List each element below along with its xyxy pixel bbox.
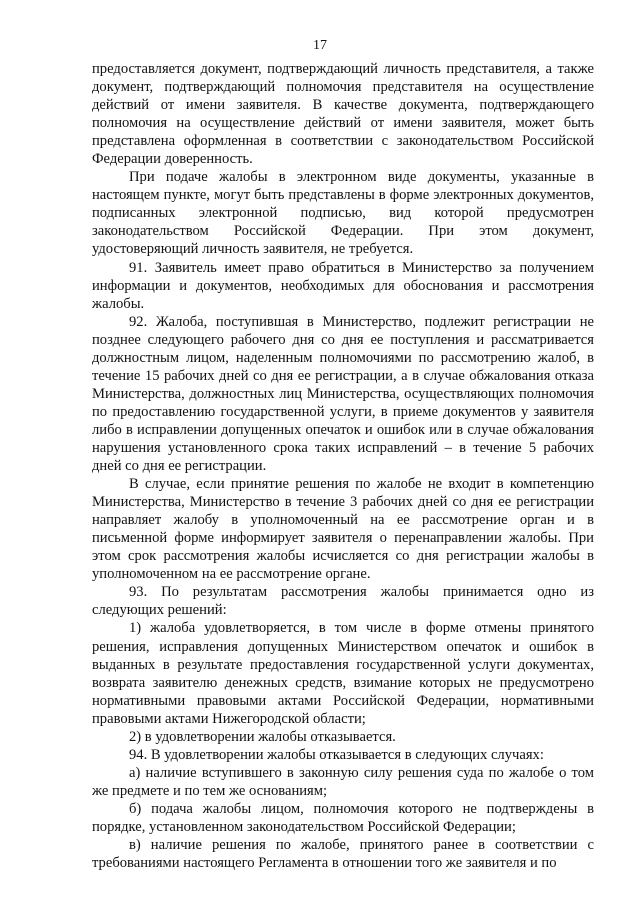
document-body	[92, 60, 594, 872]
paragraph-item-92: 92. Жалоба, поступившая в Министерство, подлежит регистрации не позднее следующего рабочего дня со дня ее поступления и рассматривается должностным лицом, наделенным полномочиями по рассмотрению жалоб, в течение 15 рабочих дней со дня ее регистрации, а в случае обжалования отказа Министерства, должностных лиц Министерства, осуществляющих полномочия по предоставлению государственной услуги, в приеме документов у заявителя либо в исправлении допущенных опечаток и ошибок или в случае обжалования нарушения установленного срока таких исправлений – в течение 5 рабочих дней со дня ее регистрации.	[92, 313, 594, 475]
paragraph-decision-2: 2) в удовлетворении жалобы отказывается.	[129, 728, 396, 745]
paragraph-representative-documents: предоставляется документ, подтверждающий личность представителя, а также документ, подтверждающий полномочия представителя на осуществление действий от имени заявителя. В качестве документа, подтверждающего полномочия на осуществление действий от имени заявителя, может быть представлена оформленная в соответствии с законодательством Российской Федерации доверенность.	[92, 61, 594, 168]
paragraph-case-b: б) подача жалобы лицом, полномочия которого не подтверждены в порядке, установленном законодательством Российской Федерации;	[92, 800, 594, 835]
paragraph-redirect-complaint: В случае, если принятие решения по жалобе не входит в компетенцию Министерства, Министерство в течение 3 рабочих дней со дня ее регистрации направляет жалобу в уполномоченный на ее рассмотрение орган и в письменной форме информирует заявителя о перенаправлении жалобы. При этом срок рассмотрения жалобы исчисляется со дня регистрации жалобы в уполномоченном на ее рассмотрение органе.	[92, 476, 594, 583]
paragraph-item-94: 94. В удовлетворении жалобы отказывается в следующих случаях:	[129, 746, 544, 763]
paragraph-case-a: а) наличие вступившего в законную силу решения суда по жалобе о том же предмете и по тем же основаниям;	[92, 764, 594, 799]
paragraph-electronic-submission: При подаче жалобы в электронном виде документы, указанные в настоящем пункте, могут быть представлены в форме электронных документов, подписанных электронной подписью, вид которой предусмотрен законодательством Российской Федерации. При этом документ, удостоверяющий личность заявителя, не требуется.	[92, 169, 594, 258]
paragraph-decision-1: 1) жалоба удовлетворяется, в том числе в форме отмены принятого решения, исправления допущенных Министерством опечаток и ошибок в выданных в результате предоставления государственной услуги документах, возврата заявителю денежных средств, взимание которых не предусмотрено нормативными правовыми актами Российской Федерации, нормативными правовыми актами Нижегородской области;	[92, 620, 594, 727]
paragraph-case-v: в) наличие решения по жалобе, принятого ранее в соответствии с требованиями настоящего Регламента в отношении того же заявителя и по	[92, 837, 594, 872]
paragraph-item-93: 93. По результатам рассмотрения жалобы принимается одно из следующих решений:	[92, 584, 594, 619]
page-number: 17	[313, 38, 327, 53]
paragraph-item-91: 91. Заявитель имеет право обратиться в Министерство за получением информации и документов, необходимых для обоснования и рассмотрения жалобы.	[92, 259, 594, 312]
